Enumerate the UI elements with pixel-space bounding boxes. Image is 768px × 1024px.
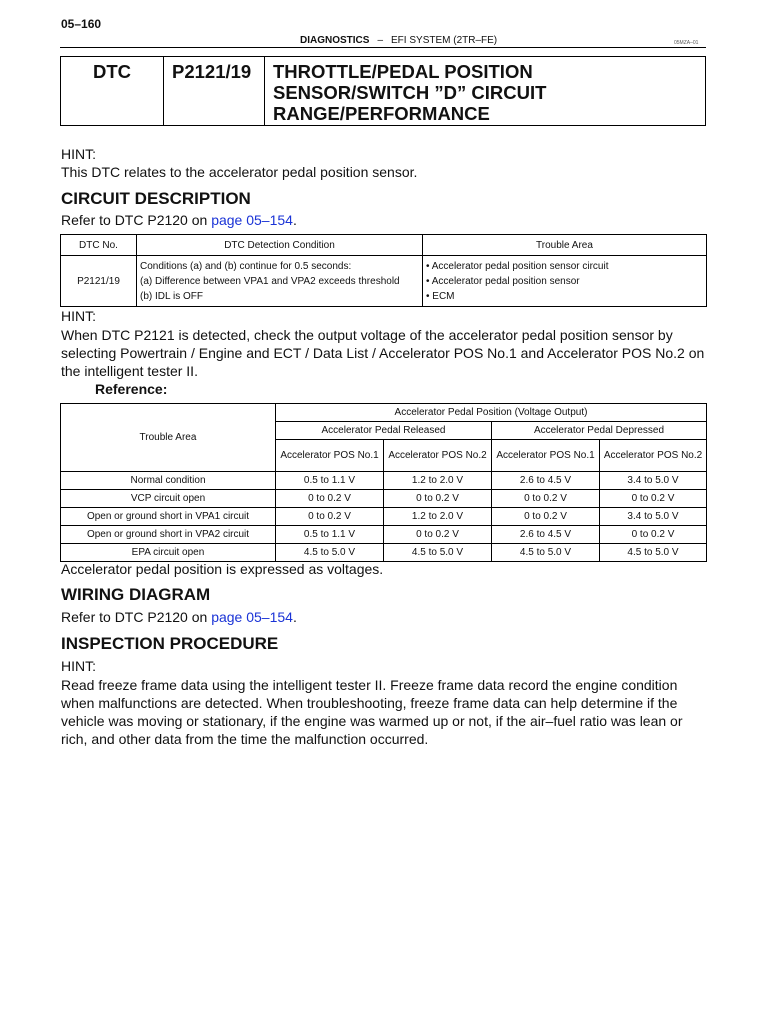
page-number: 05–160 <box>61 17 102 31</box>
dtc-title: THROTTLE/PEDAL POSITION SENSOR/SWITCH ”D” CIRCUIT RANGE/PERFORMANCE <box>273 61 547 124</box>
header-subsection: EFI SYSTEM (2TR–FE) <box>391 35 498 46</box>
depressed-header: Accelerator Pedal Depressed <box>492 422 707 440</box>
voltage-note: Accelerator pedal position is expressed as voltages. <box>61 561 384 577</box>
dtc-code: P2121/19 <box>164 57 265 125</box>
voltage-group-header: Accelerator Pedal Position (Voltage Output) <box>276 404 707 422</box>
column-header: Trouble Area <box>423 235 707 256</box>
voltage-cell: 1.2 to 2.0 V <box>384 508 492 526</box>
voltage-cell: 3.4 to 5.0 V <box>600 508 707 526</box>
inspection-text: Read freeze frame data using the intelligent tester II. Freeze frame data record the engine condition when malfunctions are detected. When troubleshooting, freeze frame data can help determine if the vehicle was moving or stationary, if the engine was warmed up or not, if the air–fuel ratio was lean or rich, and other data from the time the malfunction occurred. <box>61 677 683 747</box>
voltage-cell: 0 to 0.2 V <box>492 508 600 526</box>
reference-prefix: Refer to DTC P2120 on <box>61 609 212 625</box>
condition-line: Conditions (a) and (b) continue for 0.5 seconds: <box>140 260 352 272</box>
voltage-cell: 4.5 to 5.0 V <box>600 544 707 562</box>
hint-label: HINT: <box>61 146 96 162</box>
table-header-row <box>61 235 707 256</box>
wiring-diagram-heading: WIRING DIAGRAM <box>61 585 211 604</box>
circuit-description-reference <box>61 211 297 229</box>
voltage-cell: 1.2 to 2.0 V <box>384 472 492 490</box>
pos2-header: Accelerator POS No.2 <box>384 440 492 472</box>
voltage-cell: 4.5 to 5.0 V <box>276 544 384 562</box>
trouble-area-line: • Accelerator pedal position sensor <box>426 275 580 287</box>
dtc-number-cell: P2121/19 <box>61 256 137 307</box>
table-header-row <box>61 404 707 422</box>
inspection-procedure-heading: INSPECTION PROCEDURE <box>61 634 279 653</box>
table-row <box>61 508 707 526</box>
reference-label: Reference: <box>95 381 168 397</box>
voltage-cell: 0 to 0.2 V <box>276 490 384 508</box>
pos2-header: Accelerator POS No.2 <box>600 440 707 472</box>
hint-label: HINT: <box>61 658 96 674</box>
trouble-area-cell <box>423 256 707 307</box>
trouble-area-cell: Normal condition <box>61 472 276 490</box>
page-link[interactable]: page 05–154 <box>211 609 293 625</box>
table-row <box>61 544 707 562</box>
released-header: Accelerator Pedal Released <box>276 422 492 440</box>
dtc-title-box <box>60 56 706 126</box>
voltage-cell: 4.5 to 5.0 V <box>492 544 600 562</box>
reference-suffix: . <box>292 609 297 625</box>
voltage-cell: 0 to 0.2 V <box>600 526 707 544</box>
voltage-cell: 2.6 to 4.5 V <box>492 526 600 544</box>
condition-line: (a) Difference between VPA1 and VPA2 exceeds threshold <box>140 275 400 287</box>
dtc-label: DTC <box>61 57 164 125</box>
trouble-area-line: • Accelerator pedal position sensor circuit <box>426 260 609 272</box>
circuit-description-heading: CIRCUIT DESCRIPTION <box>61 189 251 208</box>
voltage-cell: 0.5 to 1.1 V <box>276 472 384 490</box>
trouble-area-cell: Open or ground short in VPA2 circuit <box>61 526 276 544</box>
voltage-cell: 0 to 0.2 V <box>492 490 600 508</box>
voltage-cell: 0.5 to 1.1 V <box>276 526 384 544</box>
column-header: DTC Detection Condition <box>137 235 423 256</box>
trouble-area-cell: EPA circuit open <box>61 544 276 562</box>
pos1-header: Accelerator POS No.1 <box>492 440 600 472</box>
column-header: DTC No. <box>61 235 137 256</box>
voltage-cell: 4.5 to 5.0 V <box>384 544 492 562</box>
wiring-diagram-reference <box>61 608 297 626</box>
trouble-area-line: • ECM <box>426 290 455 302</box>
voltage-cell: 0 to 0.2 V <box>600 490 707 508</box>
header-rule <box>60 47 706 48</box>
table-row <box>61 526 707 544</box>
voltage-cell: 0 to 0.2 V <box>384 490 492 508</box>
voltage-reference-table <box>60 403 707 562</box>
detection-condition-cell <box>137 256 423 307</box>
table-row <box>61 472 707 490</box>
reference-suffix: . <box>292 212 297 228</box>
voltage-cell: 3.4 to 5.0 V <box>600 472 707 490</box>
dtc-detection-table <box>60 234 707 307</box>
running-header <box>300 35 497 46</box>
trouble-area-cell: VCP circuit open <box>61 490 276 508</box>
condition-line: (b) IDL is OFF <box>140 290 203 302</box>
table-row <box>61 490 707 508</box>
reference-prefix: Refer to DTC P2120 on <box>61 212 212 228</box>
document-code: 05MZA–01 <box>674 40 699 46</box>
voltage-cell: 2.6 to 4.5 V <box>492 472 600 490</box>
trouble-area-cell: Open or ground short in VPA1 circuit <box>61 508 276 526</box>
voltage-cell: 0 to 0.2 V <box>384 526 492 544</box>
hint-label: HINT: <box>61 308 96 324</box>
voltage-cell: 0 to 0.2 V <box>276 508 384 526</box>
pos1-header: Accelerator POS No.1 <box>276 440 384 472</box>
trouble-area-header: Trouble Area <box>61 404 276 472</box>
header-separator: – <box>377 35 384 46</box>
hint-text: When DTC P2121 is detected, check the output voltage of the accelerator pedal position sensor by selecting Powertrain / Engine and ECT / Data List / Accelerator POS No.1 and Accelerator POS No.2 on the intelligent tester II. <box>61 327 705 379</box>
page-link[interactable]: page 05–154 <box>211 212 293 228</box>
hint-text: This DTC relates to the accelerator pedal position sensor. <box>61 164 418 180</box>
table-row <box>61 256 707 307</box>
header-section: DIAGNOSTICS <box>300 35 370 46</box>
